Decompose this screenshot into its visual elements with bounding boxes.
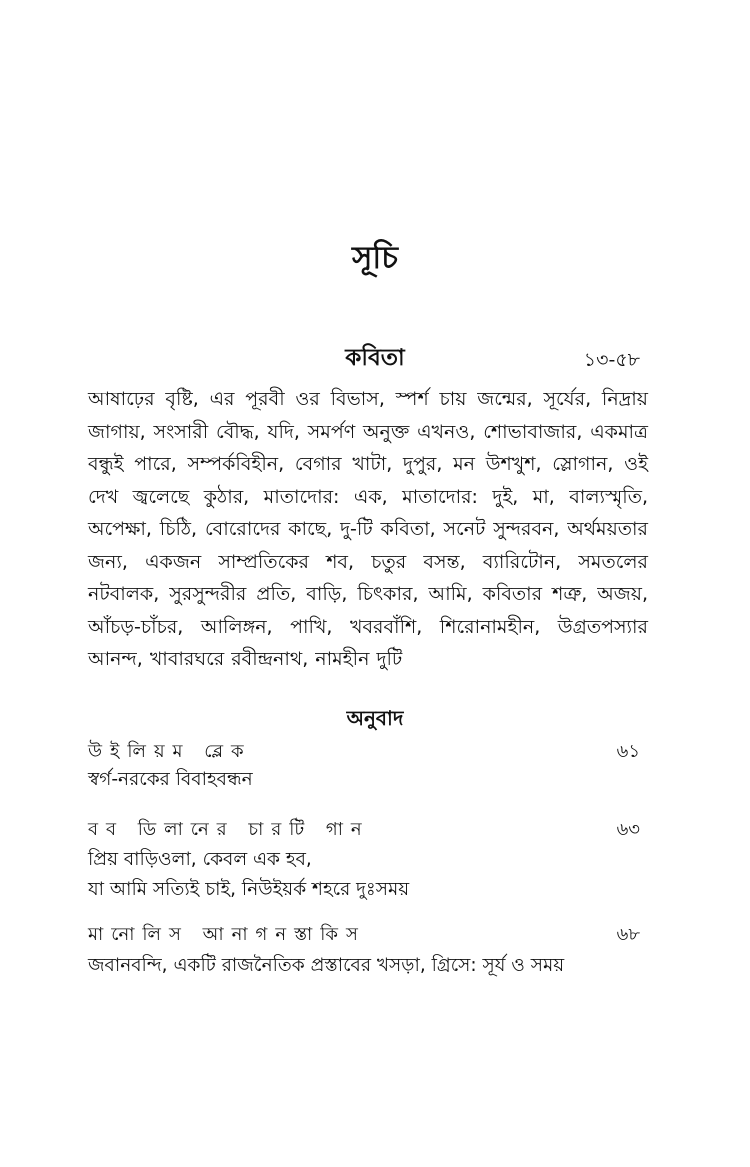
entry-line: জবানবন্দি, একটি রাজনৈতিক প্রস্তাবের খসড়া, গ্রিসে: সূর্য ও সময় xyxy=(88,955,565,976)
entry-page-number: ৬১ xyxy=(616,741,640,762)
poems-page-range: ১৩-৫৮ xyxy=(583,349,640,371)
translations-heading: অনুবাদ xyxy=(346,706,404,730)
poems-contents: আষাঢ়ের বৃষ্টি, এর পূরবী ওর বিভাস, স্পর্শ চায় জন্মের, সূর্যের, নিদ্রায় জাগায়, সংসারী বৌদ্ধ, যদি, সমর্পণ অনুক্ত এখনও, শোভাবাজার, একমাত্র বন্ধুই পারে, সম্পর্কবিহীন, বেগার খাটা, দুপুর, মন উশখুশ, স্লোগান, ওই দেখ জ্বলেছে কুঠার, মাতাদোর: এক, মাতাদোর: দুই, মা, বাল্যস্মৃতি, অপেক্ষা, চিঠি, বোরোদের কাছে, দু-টি কবিতা, সনেট সুন্দরবন, অর্থময়তার জন্য, একজন সাম্প্রতিকের শব, চতুর বসন্ত, ব্যারিটোন, সমতলের নটবালক, সুরসুন্দরীর প্রতি, বাড়ি, চিৎকার, আমি, কবিতার শত্রু, অজয়, আঁচড়-চাঁচর, আলিঙ্গন, পাখি, খবরবাঁশি, শিরোনামহীন, উগ্রতপস্যার আনন্দ, খাবারঘরে রবীন্দ্রনাথ, নামহীন দুটি xyxy=(88,388,648,670)
entry-line: স্বর্গ-নরকের বিবাহবন্ধন xyxy=(88,769,253,790)
page-title: সূচি xyxy=(351,240,399,276)
poems-heading: কবিতা xyxy=(345,345,405,371)
entry-author: মানোলিস আনাগনস্তাকিস xyxy=(88,924,366,945)
entry-page-number: ৬৮ xyxy=(616,924,640,945)
entry-author: উইলিয়ম ব্লেক xyxy=(88,741,252,762)
entry-author: বব ডিলানের চারটি গান xyxy=(88,819,370,840)
entry-line: প্রিয় বাড়িওলা, কেবল এক হব, xyxy=(88,849,312,870)
entry-line: যা আমি সত্যিই চাই, নিউইয়র্ক শহরে দুঃসময় xyxy=(88,879,410,900)
entry-page-number: ৬৩ xyxy=(616,819,640,840)
